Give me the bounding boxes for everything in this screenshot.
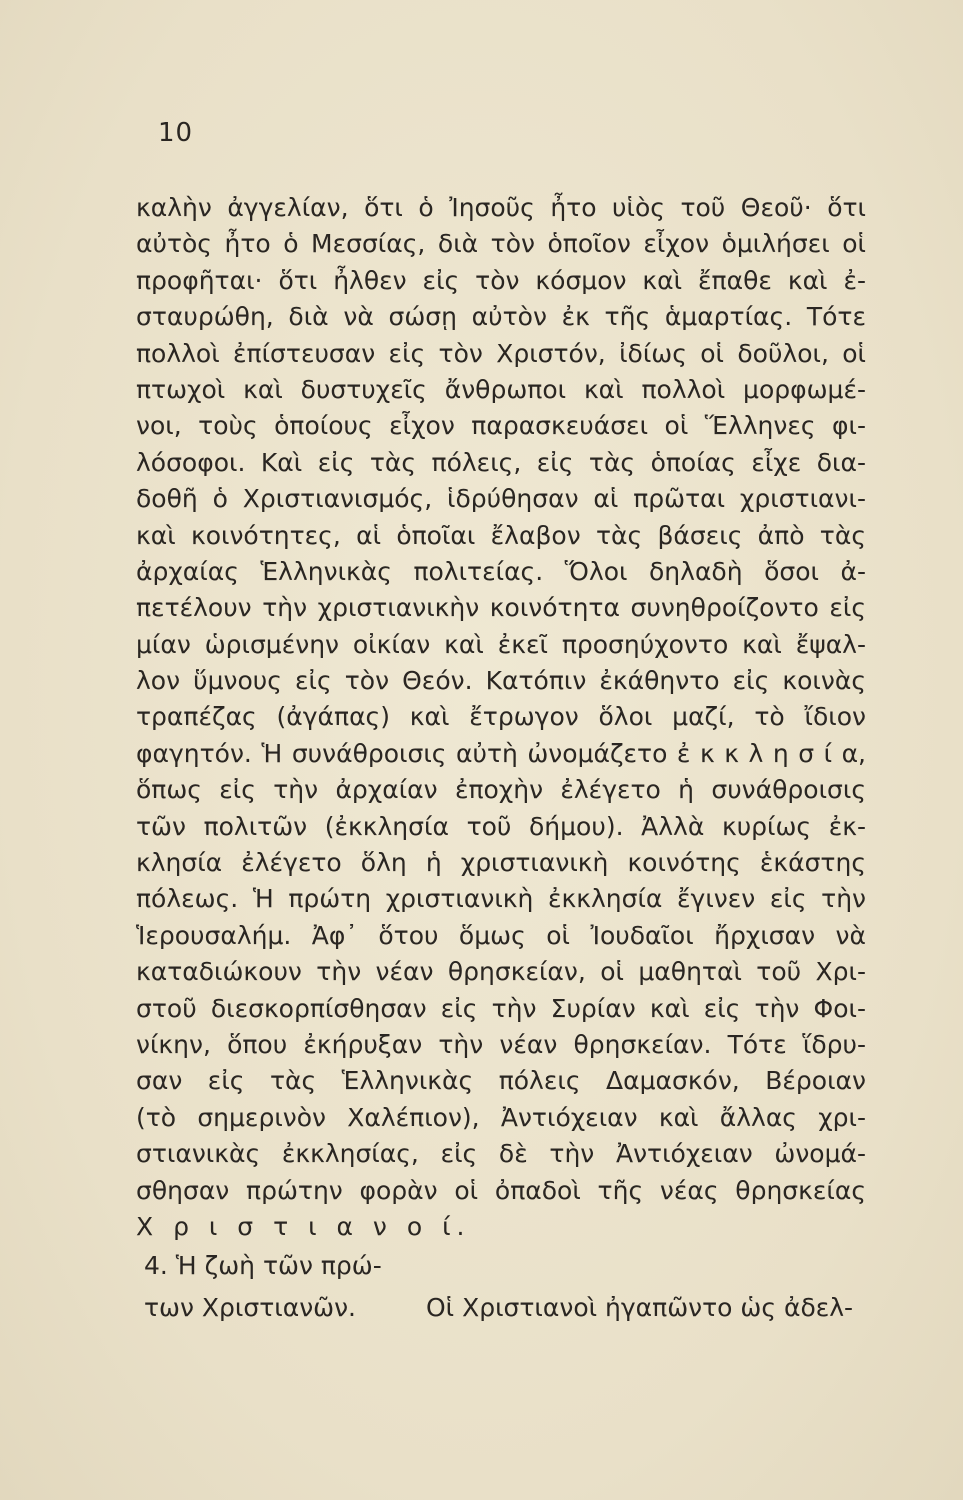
text-line: φαγητόν. Ἡ συνάθροισις αὐτὴ ὠνομάζετο ἐ κ κ λ η σ ί α, [136,738,866,768]
text-line: στοῦ διεσκορπίσθησαν εἰς τὴν Συρίαν καὶ εἰς τὴν Φοι- [136,993,866,1023]
section-heading-continued: των Χριστιανῶν. [144,1293,356,1322]
text-line: ὅπως εἰς τὴν ἀρχαίαν ἐποχὴν ἐλέγετο ἡ συνάθροισις [136,775,866,805]
text-line: (τὸ σημερινὸν Χαλέπιον), Ἀντιόχειαν καὶ ἄλλας χρι- [136,1102,866,1132]
text-line: μίαν ὡρισμένην οἰκίαν καὶ ἐκεῖ προσηύχοντο καὶ ἔψαλ- [136,629,866,659]
body-text [136,190,866,1245]
section-heading: 4. Ἡ ζωὴ τῶν πρώ- [144,1251,382,1280]
text-line: λον ὕμνους εἰς τὸν Θεόν. Κατόπιν ἐκάθηντο εἰς κοινὰς [136,666,866,696]
text-line: πόλεως. Ἡ πρώτη χριστιανικὴ ἐκκλησία ἔγινεν εἰς τὴν [136,884,866,914]
text-line: προφῆται· ὅτι ἦλθεν εἰς τὸν κόσμον καὶ ἔπαθε καὶ ἐ- [136,265,866,295]
text-line: πτωχοὶ καὶ δυστυχεῖς ἄνθρωποι καὶ πολλοὶ μορφωμέ- [136,374,866,404]
text-line: αὐτὸς ἦτο ὁ Μεσσίας, διὰ τὸν ὁποῖον εἶχον ὁμιλήσει οἱ [136,229,866,259]
page-number: 10 [158,118,194,148]
section-body-start: Οἱ Χριστιανοὶ ἠγαπῶντο ὡς ἀδελ- [426,1293,854,1322]
text-line: πετέλουν τὴν χριστιανικὴν κοινότητα συνηθροίζοντο εἰς [136,593,866,623]
text-line: σθησαν πρώτην φορὰν οἱ ὀπαδοὶ τῆς νέας θρησκείας [136,1175,866,1205]
text-line: τῶν πολιτῶν (ἐκκλησία τοῦ δήμου). Ἀλλὰ κυρίως ἐκ- [136,811,866,841]
text-line: καλὴν ἀγγελίαν, ὅτι ὁ Ἰησοῦς ἦτο υἱὸς τοῦ Θεοῦ· ὅτι [136,193,866,222]
text-line: πολλοὶ ἐπίστευσαν εἰς τὸν Χριστόν, ἰδίως οἱ δοῦλοι, οἱ [136,338,866,368]
text-line: δοθῆ ὁ Χριστιανισμός, ἱδρύθησαν αἱ πρῶται χριστιανι- [136,484,866,514]
text-line: κλησία ἐλέγετο ὅλη ἡ χριστιανικὴ κοινότης ἑκάστης [136,848,866,878]
text-line: στιανικὰς ἐκκλησίας, εἰς δὲ τὴν Ἀντιόχειαν ὠνομά- [136,1139,866,1169]
text-line: καὶ κοινότητες, αἱ ὁποῖαι ἔλαβον τὰς βάσεις ἀπὸ τὰς [136,520,866,550]
text-line: ἀρχαίας Ἑλληνικὰς πολιτείας. Ὅλοι δηλαδὴ ὅσοι ἀ- [136,556,866,586]
text-line: καταδιώκουν τὴν νέαν θρησκείαν, οἱ μαθηταὶ τοῦ Χρι- [136,957,866,987]
text-line: λόσοφοι. Καὶ εἰς τὰς πόλεις, εἰς τὰς ὁποίας εἶχε δια- [136,447,866,477]
text-line: τραπέζας (ἀγάπας) καὶ ἔτρωγον ὅλοι μαζί, τὸ ἴδιον [136,702,866,732]
text-line: νοι, τοὺς ὁποίους εἶχον παρασκευάσει οἱ Ἕλληνες φι- [136,411,866,441]
text-line: νίκην, ὅπου ἐκήρυξαν τὴν νέαν θρησκείαν. Τότε ἵδρυ- [136,1029,866,1059]
text-line: σταυρώθη, διὰ νὰ σώσῃ αὐτὸν ἐκ τῆς ἁμαρτίας. Τότε [136,302,866,332]
text-line: σαν εἰς τὰς Ἑλληνικὰς πόλεις Δαμασκόν, Βέροιαν [136,1066,866,1096]
text-line: Χ ρ ι σ τ ι α ν ο ί. [136,1211,471,1241]
text-line: Ἱερουσαλήμ. Ἀφ᾽ ὅτου ὅμως οἱ Ἰουδαῖοι ἤρχισαν νὰ [136,920,866,950]
